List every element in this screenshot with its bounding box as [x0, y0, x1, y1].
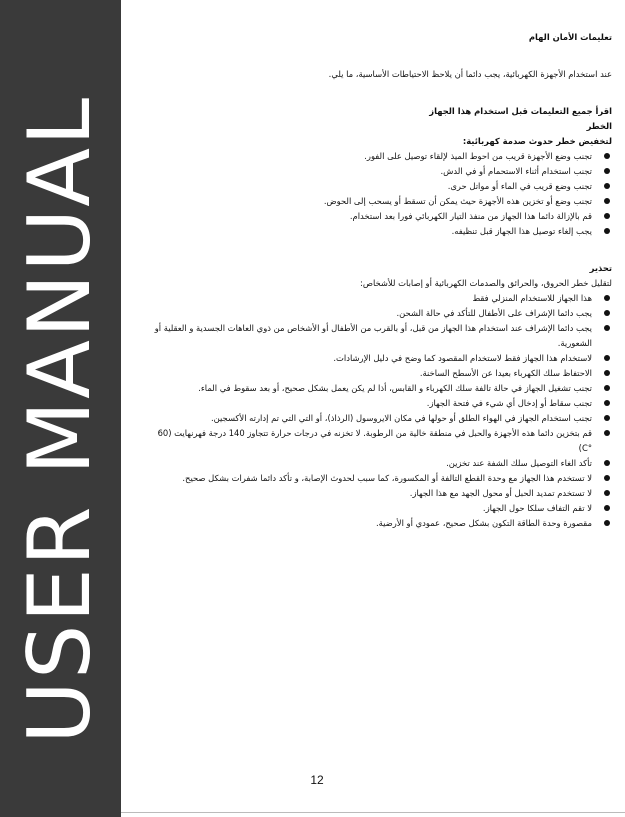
- bullet-icon: [604, 505, 610, 511]
- bullet-icon: [604, 355, 610, 361]
- bullet-icon: [604, 475, 610, 481]
- list-item: مقصورة وحدة الطاقة التكون بشكل صحيح، عمودي أو الأرضية.: [150, 516, 612, 531]
- sidebar-banner: [0, 0, 121, 817]
- list-item: الاحتفاظ سلك الكهرباء بعيدا عن الأسطح الساخنة.: [150, 366, 612, 381]
- list-item: يجب إلغاء توصيل هذا الجهاز قبل تنظيفه.: [150, 224, 612, 239]
- list-item: تجنب سقاط أو إدخال أي شيء في فتحة الجهاز.: [150, 396, 612, 411]
- bullet-icon: [604, 400, 610, 406]
- bullet-icon: [604, 430, 610, 436]
- list-item: هذا الجهاز للاستخدام المنزلي فقط: [150, 291, 612, 306]
- safety-intro: عند استخدام الأجهزة الكهربائية، يجب دائما أن يلاحظ الاحتياطات الأساسية، ما يلي.: [328, 69, 612, 79]
- list-item: تجنب استخدام أثناء الاستحمام أو في الدش.: [150, 164, 612, 179]
- list-item: تجنب وضع أو تخزين هذه الأجهزة حيث يمكن أن تسقط أو يسحب إلى الحوض.: [150, 194, 612, 209]
- bullet-icon: [604, 228, 610, 234]
- list-item: يجب دائما الإشراف على الأطفال للتأكد في حالة الشحن.: [150, 306, 612, 321]
- list-item: لا تستخدم هذا الجهاز مع وحدة القطع التالفة أو المكسورة، كما سبب لحدوث الإصابة، و تأكد دائما شفرات بشكل صحيح.: [150, 471, 612, 486]
- shock-heading: لتخفيض خطر حدوث صدمة كهربائية:: [462, 136, 612, 146]
- bullet-icon: [604, 213, 610, 219]
- warning-heading: تحذير: [589, 263, 612, 273]
- list-item: قم بالإزالة دائما هذا الجهاز من منفذ التيار الكهربائي فورا بعد استخدام.: [150, 209, 612, 224]
- bullet-icon: [604, 310, 610, 316]
- bullet-icon: [604, 385, 610, 391]
- warning-intro: لتقليل خطر الحروق، والحرائق والصدمات الكهربائية أو إصابات للأشخاص:: [360, 278, 612, 288]
- bullet-icon: [604, 460, 610, 466]
- safety-heading: تعليمات الأمان الهام: [528, 32, 612, 42]
- list-item: قم بتخزين دائما هذه الأجهزة والحبل في منطقة خالية من الرطوبة. لا تخزنه في درجات حرارة تتجاوز 140 درجة فهرنهايت (60 °C): [150, 426, 612, 456]
- danger-heading: الخطر: [586, 121, 612, 131]
- list-item: تأكد الغاء التوصيل سلك الشفة عند تخزين.: [150, 456, 612, 471]
- bullet-icon: [604, 183, 610, 189]
- bullet-icon: [604, 198, 610, 204]
- list-item: لاستخدام هذا الجهاز فقط لاستخدام المقصود كما وضح في دليل الإرشادات.: [150, 351, 612, 366]
- bullet-icon: [604, 153, 610, 159]
- bullet-icon: [604, 295, 610, 301]
- bullet-icon: [604, 325, 610, 331]
- bullet-icon: [604, 168, 610, 174]
- list-item: تجنب تشغيل الجهاز في حالة تالفة سلك الكهرباء و القابس، أذا لم يكن يعمل بشكل صحيح، أو بعد سقوط في الماء.: [150, 381, 612, 396]
- shock-list: [150, 149, 612, 239]
- bullet-icon: [604, 520, 610, 526]
- page-number: 12: [310, 773, 324, 787]
- manual-content: [150, 30, 612, 531]
- list-item: تجنب استخدام الجهاز في الهواء الطلق أو حولها في مكان الايروسول (الرذاذ)، أو التي التي تم إدارته الأكسجين.: [150, 411, 612, 426]
- footer-divider: [121, 812, 625, 813]
- list-item: تجنب وضع قريب في الماء أو مواتل حرى.: [150, 179, 612, 194]
- read-all-heading: اقرأ جميع التعليمات قبل استخدام هذا الجهاز: [429, 106, 612, 116]
- bullet-icon: [604, 490, 610, 496]
- list-item: تجنب وضع الأجهزة قريب من احوط الميذ لإلقاء توصيل على الفور.: [150, 149, 612, 164]
- list-item: يجب دائما الإشراف عند استخدام هذا الجهاز من قبل، أو بالقرب من الأطفال أو الأشخاص من ذوي العاهات الجسدية و العقلية أو الشعورية.: [150, 321, 612, 351]
- list-item: لا تقم التفاف سلكا حول الجهاز.: [150, 501, 612, 516]
- bullet-icon: [604, 370, 610, 376]
- list-item: لا تستخدم تمديد الحبل أو محول الجهد مع هذا الجهاز.: [150, 486, 612, 501]
- sidebar-title: USER MANUAL: [10, 95, 110, 745]
- bullet-icon: [604, 415, 610, 421]
- warning-list: [150, 291, 612, 531]
